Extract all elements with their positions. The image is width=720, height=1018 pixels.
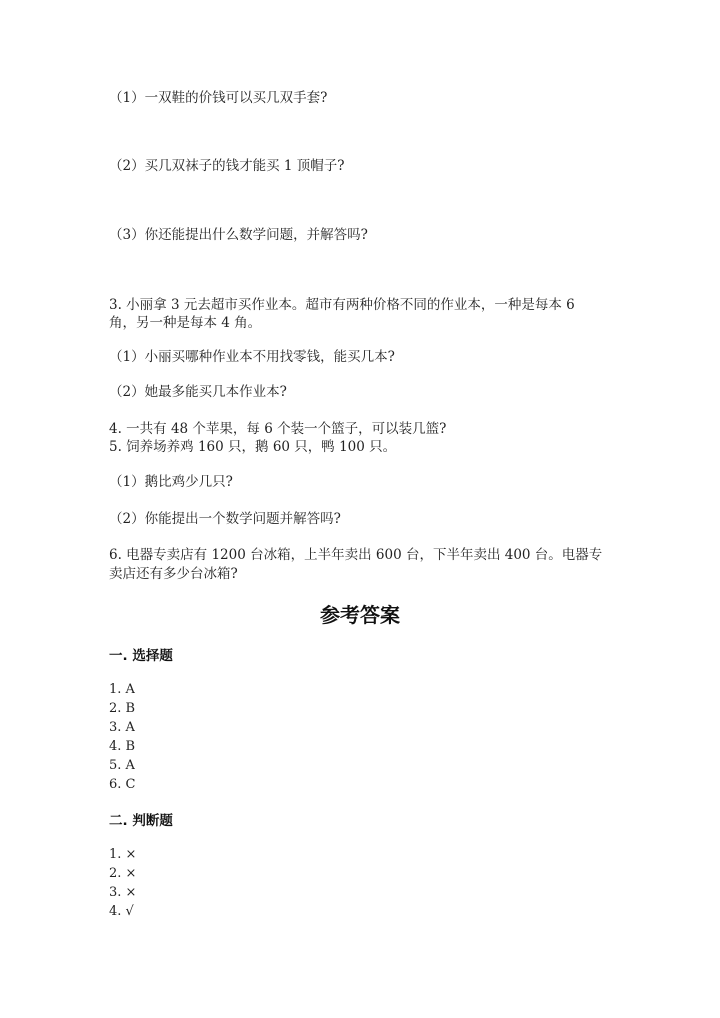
answers-title: 参考答案 xyxy=(320,603,400,627)
question-q3-line2: 角，另一种是每本 4 角。 xyxy=(109,315,262,331)
question-q2-sub2: （2）买几双袜子的钱才能买 1 顶帽子? xyxy=(109,158,345,174)
question-q2-sub1: （1）一双鞋的价钱可以买几双手套? xyxy=(109,90,328,106)
question-q5: 5. 饲养场养鸡 160 只，鹅 60 只，鸭 100 只。 xyxy=(109,439,397,455)
answer-choice-1: 1. A xyxy=(109,682,135,697)
question-q3-line1: 3. 小丽拿 3 元去超市买作业本。超市有两种价格不同的作业本，一种是每本 6 xyxy=(109,297,575,313)
question-q6-line1: 6. 电器专卖店有 1200 台冰箱，上半年卖出 600 台，下半年卖出 400 台。电器专 xyxy=(109,547,603,563)
answer-judgment-2: 2. × xyxy=(109,866,137,881)
question-q6-line2: 卖店还有多少台冰箱? xyxy=(109,566,238,582)
answer-choice-4: 4. B xyxy=(109,739,136,754)
answer-choice-2: 2. B xyxy=(109,701,136,716)
answer-judgment-4: 4. √ xyxy=(109,904,134,919)
section-heading-judgment: 二. 判断题 xyxy=(109,813,173,829)
answer-choice-6: 6. C xyxy=(109,777,136,792)
question-q5-sub2: （2）你能提出一个数学问题并解答吗? xyxy=(109,511,341,527)
section-heading-choice: 一. 选择题 xyxy=(109,648,173,664)
question-q3-sub1: （1）小丽买哪种作业本不用找零钱，能买几本? xyxy=(109,349,395,365)
question-q5-sub1: （1）鹅比鸡少几只? xyxy=(109,474,233,490)
question-q2-sub3: （3）你还能提出什么数学问题，并解答吗? xyxy=(109,227,368,243)
answer-choice-5: 5. A xyxy=(109,758,135,773)
question-q3-sub2: （2）她最多能买几本作业本? xyxy=(109,384,287,400)
question-q4: 4. 一共有 48 个苹果，每 6 个装一个篮子，可以装几篮? xyxy=(109,421,447,437)
answer-judgment-3: 3. × xyxy=(109,885,137,900)
answer-choice-3: 3. A xyxy=(109,720,135,735)
answer-judgment-1: 1. × xyxy=(109,847,137,862)
